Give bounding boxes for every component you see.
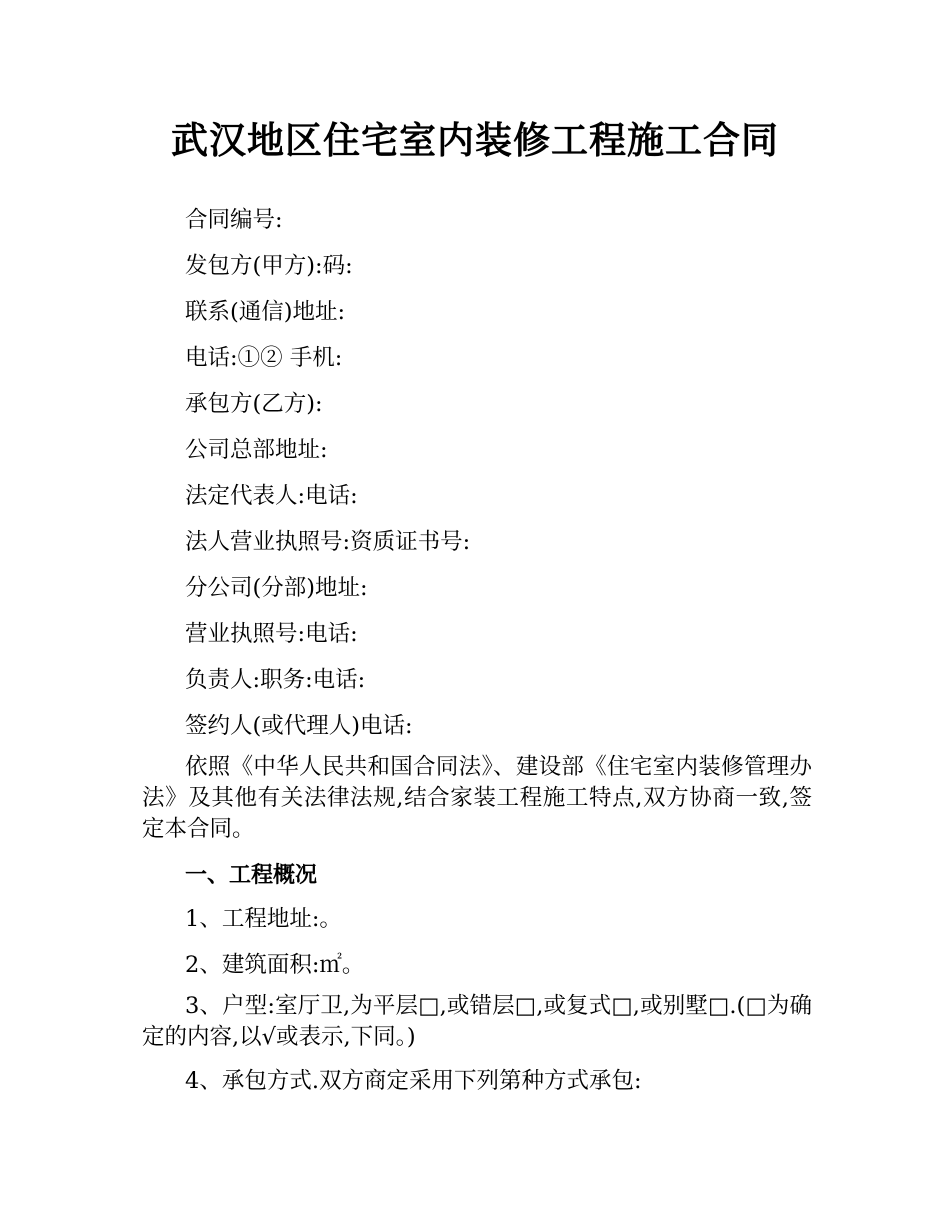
- company-hq-address-field: 公司总部地址:: [185, 437, 328, 463]
- contract-number-field: 合同编号:: [185, 207, 283, 233]
- intro-paragraph: 依照《中华人民共和国合同法》、建设部《住宅室内装修管理办法》及其他有关法律法规,结合家装工程施工特点,双方协商一致,签定本合同。: [142, 754, 812, 842]
- party-a-address-field: 联系(通信)地址:: [185, 299, 346, 325]
- party-a-phone-field: 电话:①② 手机:: [185, 345, 343, 371]
- signatory-field: 签约人(或代理人)电话:: [185, 713, 413, 739]
- person-in-charge-field: 负责人:职务:电话:: [185, 667, 366, 693]
- section-item-area: 2、建筑面积:㎡。: [185, 952, 365, 978]
- branch-license-field: 营业执照号:电话:: [185, 621, 358, 647]
- document-body: [142, 200, 812, 1107]
- section-item-layout: 3、户型:室厅卫,为平层□,或错层□,或复式□,或别墅□.(□为确定的内容,以√或表示,下同。): [142, 993, 812, 1050]
- business-license-field: 法人营业执照号:资质证书号:: [185, 529, 471, 555]
- section-item-contract-method: 4、承包方式.双方商定采用下列第种方式承包:: [185, 1068, 642, 1094]
- legal-representative-field: 法定代表人:电话:: [185, 483, 358, 509]
- party-a-field: 发包方(甲方):码:: [185, 253, 353, 279]
- section-heading: 一、工程概况: [185, 863, 318, 888]
- branch-address-field: 分公司(分部)地址:: [185, 575, 368, 601]
- section-item-address: 1、工程地址:。: [185, 906, 342, 932]
- party-b-field: 承包方(乙方):: [185, 391, 323, 417]
- document-title: 武汉地区住宅室内装修工程施工合同: [171, 119, 779, 162]
